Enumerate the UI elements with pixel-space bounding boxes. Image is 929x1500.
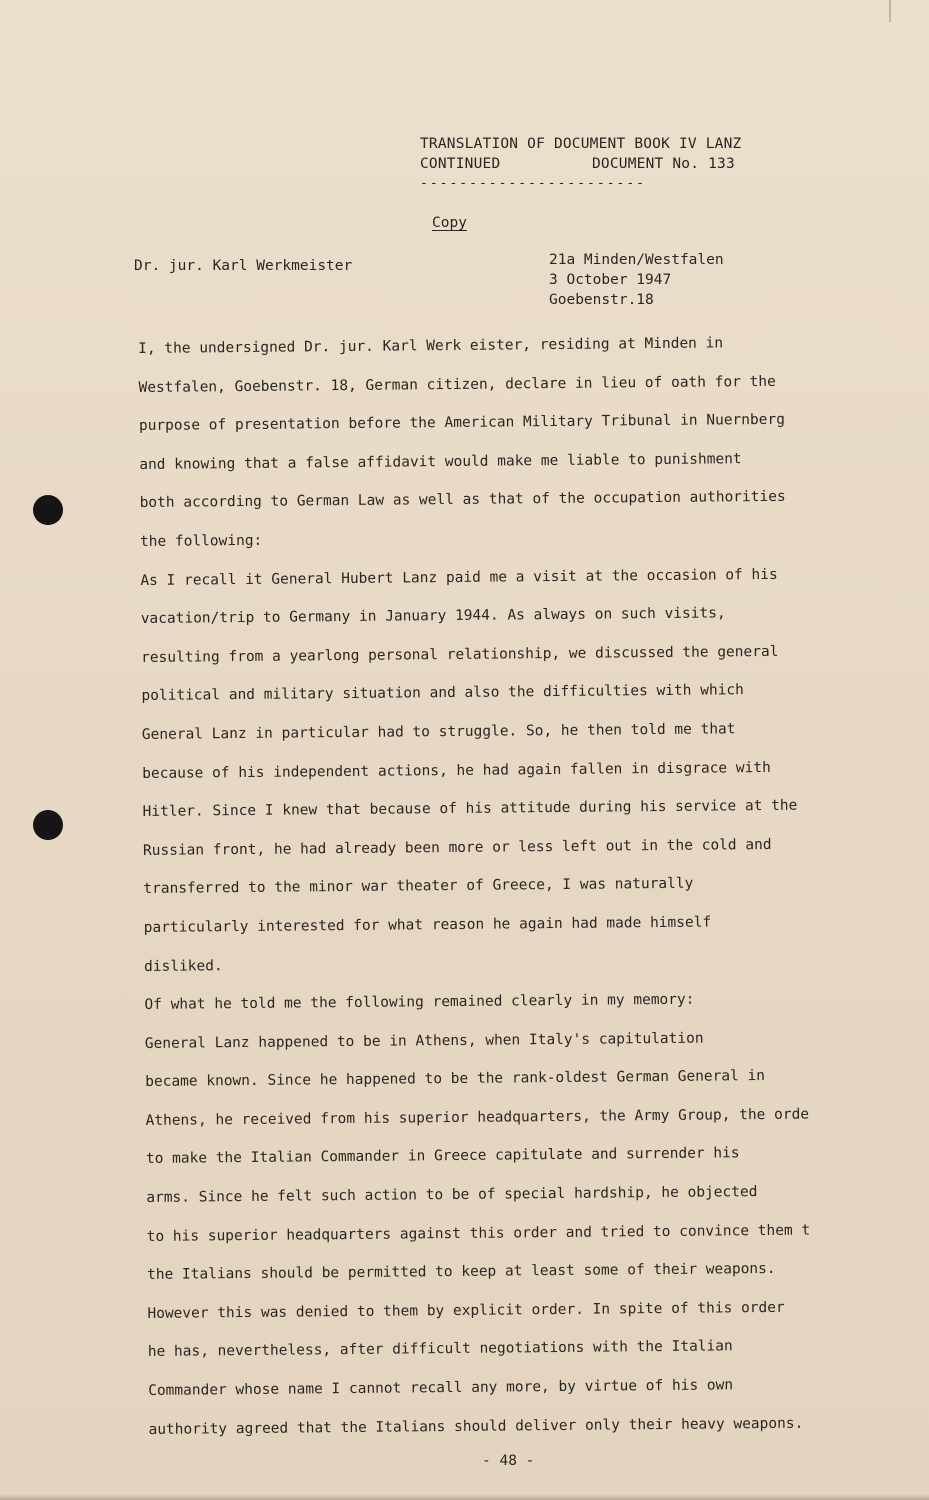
address-line-1: 21a Minden/Westfalen xyxy=(549,252,724,268)
header-document-number: DOCUMENT No. 133 xyxy=(592,156,735,172)
body-line: I, the undersigned Dr. jur. Karl Werk eister, residing at Minden in xyxy=(138,335,724,357)
body-line: because of his independent actions, he had again fallen in disgrace with xyxy=(142,759,771,782)
body-line: As I recall it General Hubert Lanz paid me a visit at the occasion of his xyxy=(140,566,778,589)
body-line: to his superior headquarters against this order and tried to convince them t xyxy=(146,1222,811,1245)
corner-mark xyxy=(889,0,891,22)
affidavit-body xyxy=(138,323,909,1449)
body-line: resulting from a yearlong personal relationship, we discussed the general xyxy=(141,643,779,666)
body-line: Westfalen, Goebenstr. 18, German citizen, declare in lieu of oath for the xyxy=(138,373,776,396)
author-name: Dr. jur. Karl Werkmeister xyxy=(134,258,353,274)
page-edge-shadow xyxy=(0,1494,929,1500)
body-line: arms. Since he felt such action to be of special hardship, he objected xyxy=(146,1184,758,1207)
body-line: he has, nevertheless, after difficult negotiations with the Italian xyxy=(147,1338,733,1361)
body-line: the Italians should be permitted to keep at least some of their weapons. xyxy=(146,1261,776,1284)
body-line: authority agreed that the Italians should deliver only their heavy weapons. xyxy=(148,1415,804,1438)
body-line: General Lanz in particular had to struggle. So, he then told me that xyxy=(141,721,736,743)
body-line: Hitler. Since I knew that because of his attitude during his service at the xyxy=(142,797,798,821)
header-row xyxy=(420,154,790,174)
address-line-2: 3 October 1947 xyxy=(549,272,672,288)
body-line: Commander whose name I cannot recall any more, by virtue of his own xyxy=(148,1377,734,1399)
body-line: transferred to the minor war theater of Greece, I was naturally xyxy=(143,876,694,898)
punch-hole-upper xyxy=(33,495,63,525)
document-header xyxy=(420,134,790,192)
header-title: TRANSLATION OF DOCUMENT BOOK IV LANZ xyxy=(420,136,742,152)
header-continued: CONTINUED xyxy=(420,156,501,172)
header-divider: ----------------------- xyxy=(420,176,647,191)
body-line: Of what he told me the following remained clearly in my memory: xyxy=(144,991,695,1014)
body-line: became known. Since he happened to be the rank-oldest German General in xyxy=(145,1068,766,1091)
body-line: particularly interested for what reason he again had made himself xyxy=(143,914,712,936)
body-line: both according to German Law as well as that of the occupation authorities xyxy=(139,489,786,512)
body-line: and knowing that a false affidavit would make me liable to punishment xyxy=(139,450,742,473)
body-line: However this was denied to them by explicit order. In spite of this order xyxy=(147,1299,785,1322)
body-line: Athens, he received from his superior headquarters, the Army Group, the orde xyxy=(145,1106,810,1129)
author-address xyxy=(549,250,724,310)
body-line: to make the Italian Commander in Greece capitulate and surrender his xyxy=(145,1145,740,1168)
punch-hole-lower xyxy=(33,810,63,840)
body-line: the following: xyxy=(139,532,263,550)
copy-label: Copy xyxy=(432,215,467,231)
body-line: purpose of presentation before the American Military Tribunal in Nuernberg xyxy=(138,411,785,435)
body-line: disliked. xyxy=(144,957,223,975)
body-line: political and military situation and also the difficulties with which xyxy=(141,682,744,705)
page-number: - 48 - xyxy=(482,1453,535,1469)
body-line: vacation/trip to Germany in January 1944. As always on such visits, xyxy=(140,605,726,628)
body-line: Russian front, he had already been more or less left out in the cold and xyxy=(142,836,772,859)
body-line: General Lanz happened to be in Athens, when Italy's capitulation xyxy=(144,1030,704,1052)
address-line-3: Goebenstr.18 xyxy=(549,292,654,308)
